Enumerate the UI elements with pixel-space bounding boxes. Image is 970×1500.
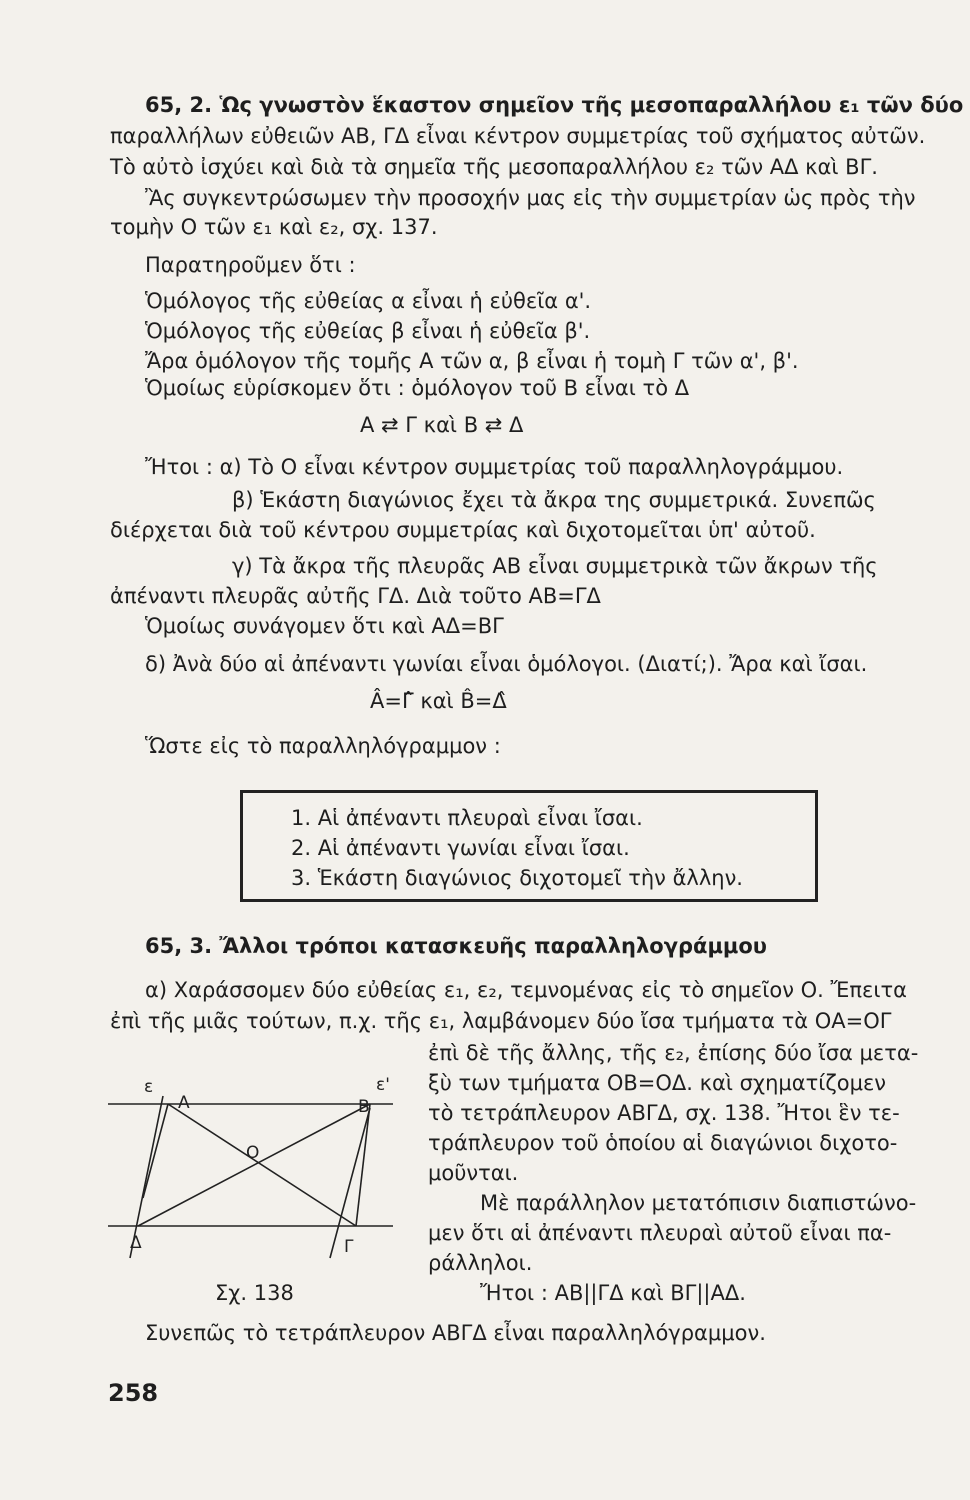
text-line: μεν ὅτι αἱ ἀπέναντι πλευραὶ αὐτοῦ εἶναι πα- (428, 1221, 892, 1245)
angle-equalities: Â=Γ̂ καὶ B̂=Δ̂ (370, 689, 507, 713)
label-e: ε (144, 1077, 154, 1097)
text-line: Ὁμοίως συνάγομεν ὅτι καὶ ΑΔ=ΒΓ (145, 614, 504, 638)
label-a: Α (178, 1093, 190, 1113)
side-bg (356, 1104, 370, 1226)
text-line: Τὸ αὐτὸ ἰσχύει καὶ διὰ τὰ σημεῖα τῆς μεσοπαραλλήλου ε₂ τῶν ΑΔ καὶ ΒΓ. (110, 155, 878, 179)
summary-item-3: 3. Ἑκάστη διαγώνιος διχοτομεῖ τὴν ἄλλην. (291, 866, 743, 890)
conclusion-line: Συνεπῶς τὸ τετράπλευρον ΑΒΓΔ εἶναι παραλληλόγραμμον. (145, 1321, 766, 1345)
label-g: Γ (344, 1237, 354, 1257)
text-line: γ) Τὰ ἄκρα τῆς πλευρᾶς ΑΒ εἶναι συμμετρικὰ τῶν ἄκρων τῆς (232, 554, 878, 578)
text-line: Ὁμόλογος τῆς εὐθείας β εἶναι ἡ εὐθεῖα β'. (145, 319, 591, 343)
text-line: ἀπέναντι πλευρᾶς αὐτῆς ΓΔ. Διὰ τοῦτο ΑΒ=ΓΔ (110, 584, 601, 608)
figure-138 (108, 1068, 398, 1268)
text-line: ἐπὶ δὲ τῆς ἄλλης, τῆς ε₂, ἐπίσης δύο ἴσα μετα- (428, 1041, 919, 1065)
text-line: τράπλευρον τοῦ ὁποίου αἱ διαγώνιοι διχοτο- (428, 1131, 898, 1155)
text-line: Ὥστε εἰς τὸ παραλληλόγραμμον : (145, 734, 501, 758)
diagonal-bd (138, 1104, 370, 1226)
summary-item-1: 1. Αἱ ἀπέναντι πλευραὶ εἶναι ἴσαι. (291, 806, 643, 830)
section-65-2-line-1: 65, 2. Ὡς γνωστὸν ἕκαστον σημεῖον τῆς μεσοπαραλλήλου ε₁ τῶν δύο (145, 93, 964, 117)
text-line: Μὲ παράλληλον μετατόπισιν διαπιστώνο- (480, 1191, 917, 1215)
text-line: μοῦνται. (428, 1161, 519, 1185)
text-line: ράλληλοι. (428, 1251, 533, 1275)
text-line: Παρατηροῦμεν ὅτι : (145, 253, 356, 277)
line-e-prime (330, 1108, 370, 1258)
label-e-prime: ε' (376, 1075, 390, 1095)
figure-caption: Σχ. 138 (215, 1281, 294, 1305)
label-b: Β (358, 1097, 370, 1117)
text-line: ἐπὶ τῆς μιᾶς τούτων, π.χ. τῆς ε₁, λαμβάνομεν δύο ἴσα τμήματα τὰ ΟΑ=ΟΓ (110, 1009, 892, 1033)
text-line: δ) Ἀνὰ δύο αἱ ἀπέναντι γωνίαι εἶναι ὁμόλογοι. (Διατί;). Ἄρα καὶ ἴσαι. (145, 652, 868, 676)
text-line: τομὴν Ο τῶν ε₁ καὶ ε₂, σχ. 137. (110, 215, 438, 239)
text-line: Ἤτοι : ΑΒ||ΓΔ καὶ ΒΓ||ΑΔ. (480, 1281, 746, 1305)
section-65-3-heading: 65, 3. Ἄλλοι τρόποι κατασκευῆς παραλληλογράμμου (145, 934, 767, 958)
text-line: ξὺ των τμήματα ΟΒ=ΟΔ. καὶ σχηματίζομεν (428, 1071, 887, 1095)
text-line: Ἄρα ὁμόλογον τῆς τομῆς Α τῶν α, β εἶναι ἡ τομὴ Γ τῶν α', β'. (145, 349, 799, 373)
text-line: Ὁμόλογος τῆς εὐθείας α εἶναι ἡ εὐθεῖα α'. (145, 289, 592, 313)
text-line: Ὁμοίως εὑρίσκομεν ὅτι : ὁμόλογον τοῦ Β εἶναι τὸ Δ (145, 376, 690, 400)
text-line: β) Ἑκάστη διαγώνιος ἔχει τὰ ἄκρα της συμμετρικά. Συνεπῶς (232, 488, 876, 512)
summary-box (240, 790, 818, 902)
symmetry-pairs: Α ⇄ Γ καὶ Β ⇄ Δ (360, 413, 524, 437)
label-d: Δ (130, 1233, 142, 1253)
label-o: Ο (246, 1143, 260, 1163)
text-line: παραλλήλων εὐθειῶν ΑΒ, ΓΔ εἶναι κέντρον συμμετρίας τοῦ σχήματος αὐτῶν. (110, 124, 926, 148)
text-line: Ἂς συγκεντρώσωμεν τὴν προσοχήν μας εἰς τὴν συμμετρίαν ὡς πρὸς τὴν (145, 186, 916, 210)
summary-item-2: 2. Αἱ ἀπέναντι γωνίαι εἶναι ἴσαι. (291, 836, 630, 860)
side-ad (143, 1104, 168, 1198)
page-number: 258 (108, 1379, 159, 1407)
text-line: τὸ τετράπλευρον ΑΒΓΔ, σχ. 138. Ἤτοι ἓν τε- (428, 1101, 900, 1125)
text-line: α) Χαράσσομεν δύο εὐθείας ε₁, ε₂, τεμνομένας εἰς τὸ σημεῖον Ο. Ἔπειτα (145, 978, 907, 1002)
text-line: διέρχεται διὰ τοῦ κέντρου συμμετρίας καὶ διχοτομεῖται ὑπ' αὐτοῦ. (110, 518, 816, 542)
text-line: Ἤτοι : α) Τὸ Ο εἶναι κέντρον συμμετρίας τοῦ παραλληλογράμμου. (145, 455, 844, 479)
diagonal-ag (168, 1104, 356, 1226)
